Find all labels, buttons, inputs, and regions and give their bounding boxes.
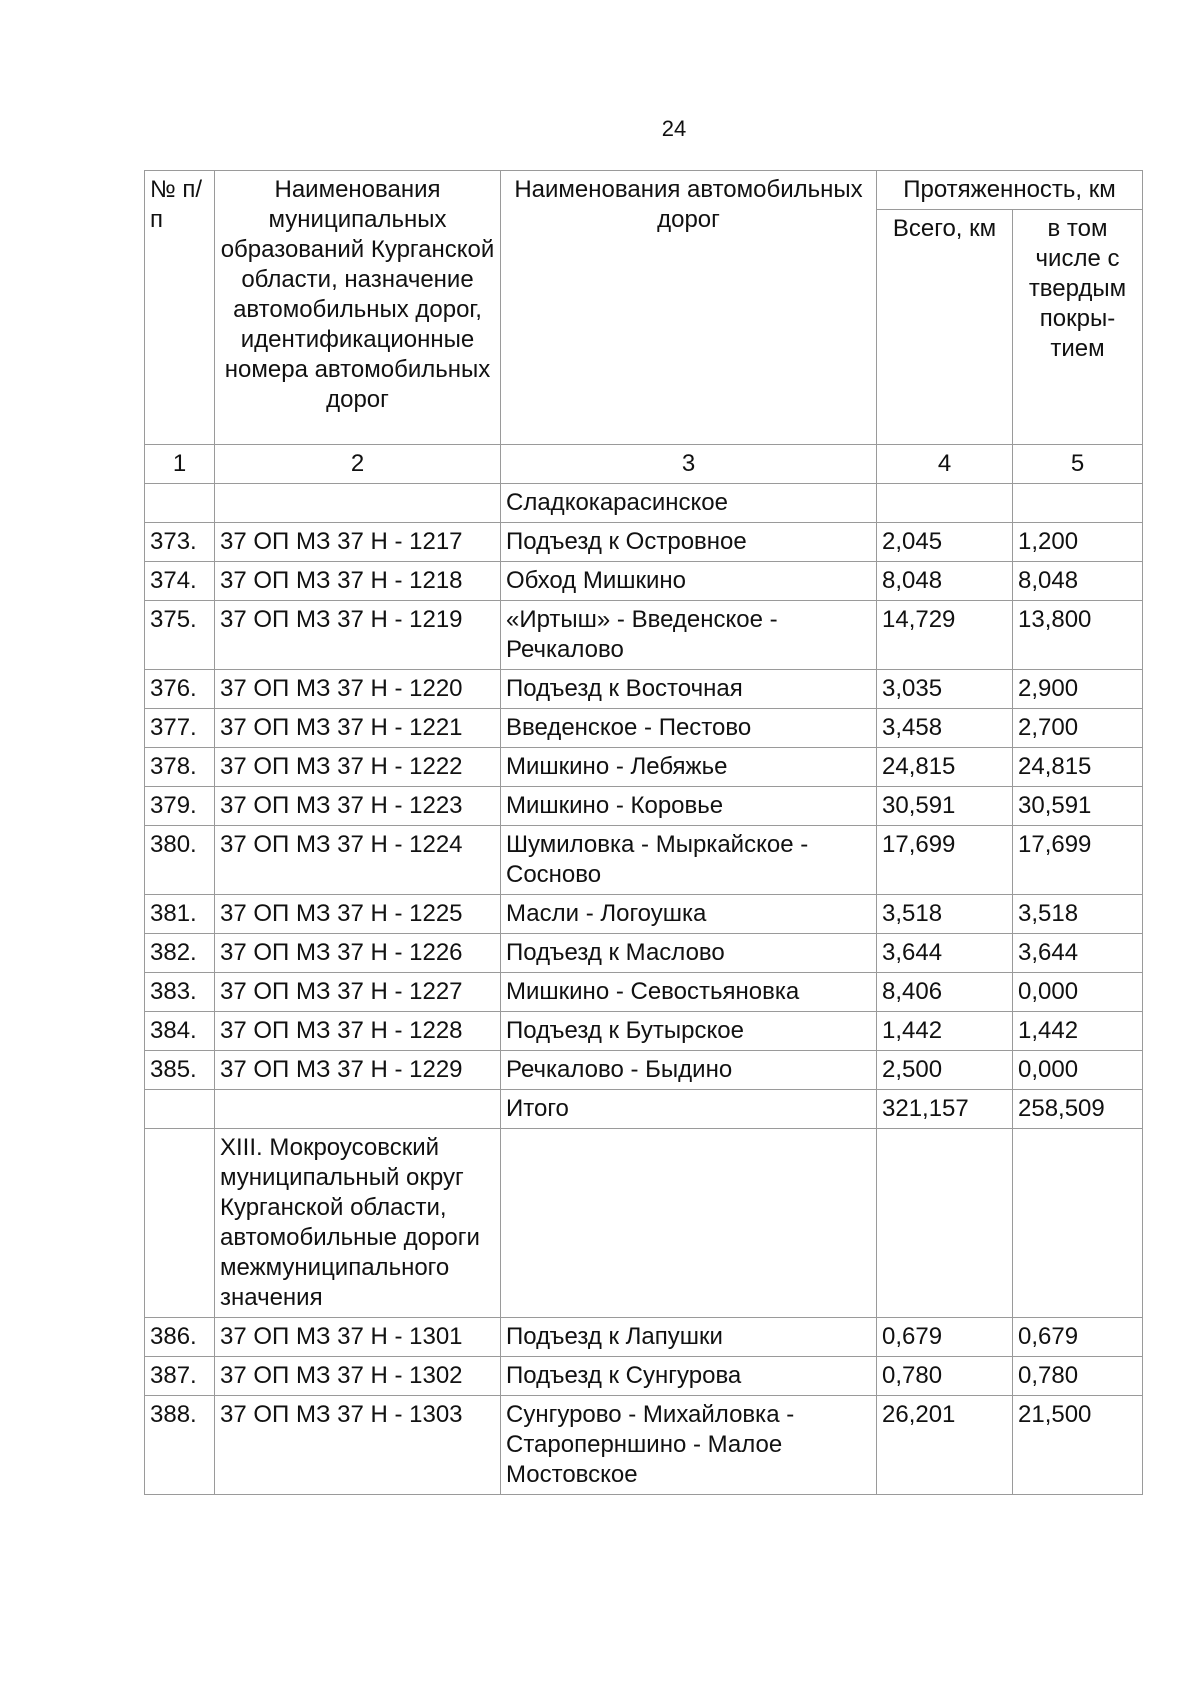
row-number: 383. [145, 973, 215, 1012]
length-paved: 2,700 [1013, 709, 1143, 748]
header-no: № п/п [145, 171, 215, 445]
road-id: 37 ОП МЗ 37 Н - 1229 [215, 1051, 501, 1090]
road-name: Мишкино - Лебяжье [501, 748, 877, 787]
length-paved: 3,518 [1013, 895, 1143, 934]
length-total: 3,458 [877, 709, 1013, 748]
page-number: 24 [661, 116, 687, 141]
length-total: 2,045 [877, 523, 1013, 562]
header-road-name: Наименования автомобильных дорог [501, 171, 877, 445]
table-row [145, 1396, 1143, 1495]
length-paved: 0,679 [1013, 1318, 1143, 1357]
section-row [145, 484, 1143, 523]
empty-cell [877, 1129, 1013, 1318]
length-total: 17,699 [877, 826, 1013, 895]
length-paved: 1,200 [1013, 523, 1143, 562]
column-number: 4 [877, 445, 1013, 484]
road-name: «Иртыш» - Введенское - Речкалово [501, 601, 877, 670]
road-name: Сунгурово - Михайловка - Староперншино - Малое Мостовское [501, 1396, 877, 1495]
row-number: 382. [145, 934, 215, 973]
road-id: 37 ОП МЗ 37 Н - 1226 [215, 934, 501, 973]
header-length: Протяженность, км [877, 171, 1143, 210]
column-numbers-row [145, 445, 1143, 484]
section-row [145, 1129, 1143, 1318]
column-number: 3 [501, 445, 877, 484]
row-number: 388. [145, 1396, 215, 1495]
road-id: 37 ОП МЗ 37 Н - 1227 [215, 973, 501, 1012]
row-number: 381. [145, 895, 215, 934]
column-number: 5 [1013, 445, 1143, 484]
length-total: 3,518 [877, 895, 1013, 934]
road-id: 37 ОП МЗ 37 Н - 1221 [215, 709, 501, 748]
column-number: 1 [145, 445, 215, 484]
length-total: 3,644 [877, 934, 1013, 973]
length-total: 8,406 [877, 973, 1013, 1012]
header-row [145, 171, 1143, 210]
row-number: 384. [145, 1012, 215, 1051]
section-title: XIII. Мокроусовский муниципальный округ Курганской области, автомобильные дороги межмуниципального значения [215, 1129, 501, 1318]
row-number: 386. [145, 1318, 215, 1357]
length-paved: 13,800 [1013, 601, 1143, 670]
table-row [145, 748, 1143, 787]
length-paved: 30,591 [1013, 787, 1143, 826]
table-row [145, 1318, 1143, 1357]
road-id: 37 ОП МЗ 37 Н - 1217 [215, 523, 501, 562]
road-id: 37 ОП МЗ 37 Н - 1222 [215, 748, 501, 787]
road-id: 37 ОП МЗ 37 Н - 1228 [215, 1012, 501, 1051]
road-name: Введенское - Пестово [501, 709, 877, 748]
table-row [145, 601, 1143, 670]
row-number: 374. [145, 562, 215, 601]
road-name: Мишкино - Коровье [501, 787, 877, 826]
length-total: 1,442 [877, 1012, 1013, 1051]
length-paved: 0,780 [1013, 1357, 1143, 1396]
table-row [145, 523, 1143, 562]
roads-table [144, 170, 1143, 1495]
empty-cell [215, 1090, 501, 1129]
length-total: 26,201 [877, 1396, 1013, 1495]
empty-cell [145, 1090, 215, 1129]
length-total: 0,780 [877, 1357, 1013, 1396]
table-row [145, 934, 1143, 973]
total-length: 321,157 [877, 1090, 1013, 1129]
length-paved: 17,699 [1013, 826, 1143, 895]
table-row [145, 973, 1143, 1012]
empty-cell [501, 1129, 877, 1318]
length-total: 30,591 [877, 787, 1013, 826]
row-number: 375. [145, 601, 215, 670]
length-paved: 2,900 [1013, 670, 1143, 709]
road-name: Подъезд к Бутырское [501, 1012, 877, 1051]
table-row [145, 787, 1143, 826]
row-number: 379. [145, 787, 215, 826]
row-number: 377. [145, 709, 215, 748]
table-row [145, 1357, 1143, 1396]
header-municipal: Наименования муниципальных образований Курганской области, назначение автомобильных дорог, идентификационные номера автомобильных дорог [215, 171, 501, 445]
length-paved: 8,048 [1013, 562, 1143, 601]
table-row [145, 709, 1143, 748]
length-total: 3,035 [877, 670, 1013, 709]
table-row [145, 895, 1143, 934]
road-id: 37 ОП МЗ 37 Н - 1218 [215, 562, 501, 601]
length-paved: 0,000 [1013, 1051, 1143, 1090]
road-name: Подъезд к Островное [501, 523, 877, 562]
total-row [145, 1090, 1143, 1129]
road-name: Речкалово - Быдино [501, 1051, 877, 1090]
row-number: 378. [145, 748, 215, 787]
length-total: 0,679 [877, 1318, 1013, 1357]
road-id: 37 ОП МЗ 37 Н - 1220 [215, 670, 501, 709]
total-label: Итого [501, 1090, 877, 1129]
total-paved: 258,509 [1013, 1090, 1143, 1129]
length-paved: 21,500 [1013, 1396, 1143, 1495]
length-total: 14,729 [877, 601, 1013, 670]
road-name: Шумиловка - Мыркайское - Сосново [501, 826, 877, 895]
length-total: 24,815 [877, 748, 1013, 787]
road-id: 37 ОП МЗ 37 Н - 1303 [215, 1396, 501, 1495]
length-paved: 24,815 [1013, 748, 1143, 787]
table-row [145, 1051, 1143, 1090]
road-name: Подъезд к Сунгурова [501, 1357, 877, 1396]
road-name: Мишкино - Севостьяновка [501, 973, 877, 1012]
length-paved: 3,644 [1013, 934, 1143, 973]
length-paved: 0,000 [1013, 973, 1143, 1012]
road-id: 37 ОП МЗ 37 Н - 1224 [215, 826, 501, 895]
section-title: Сладкокарасинское [501, 484, 877, 523]
road-id: 37 ОП МЗ 37 Н - 1225 [215, 895, 501, 934]
road-id: 37 ОП МЗ 37 Н - 1301 [215, 1318, 501, 1357]
road-name: Масли - Логоушка [501, 895, 877, 934]
road-name: Подъезд к Лапушки [501, 1318, 877, 1357]
length-paved: 1,442 [1013, 1012, 1143, 1051]
row-number: 373. [145, 523, 215, 562]
road-name: Подъезд к Маслово [501, 934, 877, 973]
length-total: 8,048 [877, 562, 1013, 601]
road-name: Обход Мишкино [501, 562, 877, 601]
column-number: 2 [215, 445, 501, 484]
table-row [145, 1012, 1143, 1051]
road-id: 37 ОП МЗ 37 Н - 1302 [215, 1357, 501, 1396]
road-id: 37 ОП МЗ 37 Н - 1219 [215, 601, 501, 670]
row-number: 385. [145, 1051, 215, 1090]
header-total: Всего, км [877, 210, 1013, 445]
row-number: 387. [145, 1357, 215, 1396]
road-id: 37 ОП МЗ 37 Н - 1223 [215, 787, 501, 826]
row-number: 380. [145, 826, 215, 895]
header-paved: в том числе с твердым покры-тием [1013, 210, 1143, 445]
road-name: Подъезд к Восточная [501, 670, 877, 709]
empty-cell [1013, 1129, 1143, 1318]
empty-cell [145, 1129, 215, 1318]
table-row [145, 670, 1143, 709]
length-total: 2,500 [877, 1051, 1013, 1090]
table-row [145, 562, 1143, 601]
row-number: 376. [145, 670, 215, 709]
table-row [145, 826, 1143, 895]
